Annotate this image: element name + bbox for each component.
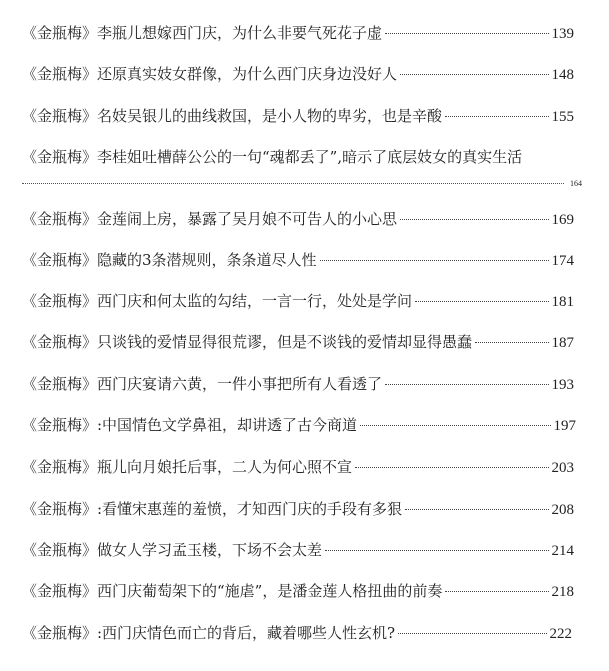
toc-entry[interactable] (22, 539, 574, 561)
toc-entry[interactable] (22, 63, 574, 85)
toc-entry-title: 《金瓶梅》隐藏的3条潜规则，条条道尽人性 (22, 251, 317, 269)
dot-leader (385, 384, 548, 385)
toc-entry-page: 208 (551, 502, 574, 518)
toc-entry-page: 222 (549, 626, 572, 642)
toc-entry-page: 181 (551, 294, 574, 310)
dot-leader (405, 509, 548, 510)
toc-entry[interactable] (22, 580, 574, 602)
dot-leader (325, 550, 548, 551)
toc-entry[interactable] (22, 622, 572, 644)
toc-entry-title: 《金瓶梅》西门庆宴请六黄，一件小事把所有人看透了 (22, 375, 383, 393)
dot-leader (475, 342, 548, 343)
toc-entry[interactable] (22, 331, 574, 353)
dot-leader (445, 591, 548, 592)
toc-entry-page: 197 (553, 418, 576, 434)
toc-entry-title: 《金瓶梅》只谈钱的爱情显得很荒谬，但是不谈钱的爱情却显得愚蠢 (22, 333, 473, 351)
dot-leader (400, 74, 548, 75)
toc-entry-page: 214 (551, 543, 574, 559)
toc-entry-page: 164 (570, 178, 582, 188)
toc-entry-page: 187 (551, 335, 574, 351)
toc-entry-page: 203 (551, 460, 574, 476)
toc-entry[interactable] (22, 290, 574, 312)
toc-entry-page: 155 (551, 109, 574, 125)
toc-entry-title: 《金瓶梅》:中国情色文学鼻祖，却讲透了古今商道 (22, 416, 358, 434)
toc-entry[interactable] (22, 249, 574, 271)
toc-entry-page: 193 (551, 377, 574, 393)
toc-entry[interactable] (22, 208, 574, 230)
dot-leader (398, 633, 546, 634)
toc-entry[interactable] (22, 414, 576, 436)
dot-leader (360, 425, 550, 426)
toc-entry-page: 218 (551, 584, 574, 600)
toc-entry-title: 《金瓶梅》金莲闹上房，暴露了吴月娘不可告人的小心思 (22, 210, 398, 228)
dot-leader (385, 33, 548, 34)
toc-entry-title: 《金瓶梅》做女人学习孟玉楼，下场不会太差 (22, 541, 323, 559)
dot-leader (445, 116, 548, 117)
toc-entry-page: 139 (551, 26, 574, 42)
toc-entry-title: 《金瓶梅》李瓶儿想嫁西门庆，为什么非要气死花子虚 (22, 24, 383, 42)
toc-entry-title: 《金瓶梅》还原真实妓女群像，为什么西门庆身边没好人 (22, 65, 398, 83)
toc-entry-title: 《金瓶梅》李桂姐吐槽薛公公的一句“魂都丢了”,暗示了底层妓女的真实生活 (22, 148, 523, 166)
toc-entry-page: 148 (551, 67, 574, 83)
toc-entry[interactable] (22, 456, 574, 478)
toc-entry-page: 169 (551, 212, 574, 228)
toc-entry-page: 174 (551, 253, 574, 269)
toc-entry[interactable] (22, 146, 597, 168)
toc-entry-title: 《金瓶梅》西门庆和何太监的勾结，一言一行，处处是学问 (22, 292, 413, 310)
toc-entry-title: 《金瓶梅》名妓吴银儿的曲线救国，是小人物的卑劣，也是辛酸 (22, 107, 443, 125)
toc-entry-title: 《金瓶梅》瓶儿向月娘托后事，二人为何心照不宣 (22, 458, 353, 476)
toc-entry[interactable] (22, 373, 574, 395)
dot-leader (415, 301, 548, 302)
dot-leader (320, 260, 549, 261)
toc-entry-title: 《金瓶梅》:看懂宋惠莲的羞愤，才知西门庆的手段有多狠 (22, 500, 403, 518)
toc-entry-title: 《金瓶梅》:西门庆情色而亡的背后，藏着哪些人性玄机? (22, 624, 396, 642)
toc-entry[interactable] (22, 105, 574, 127)
toc-entry[interactable] (22, 498, 574, 520)
dot-leader (22, 183, 564, 184)
toc-entry-title: 《金瓶梅》西门庆葡萄架下的“施虐”，是潘金莲人格扭曲的前奏 (22, 582, 443, 600)
dot-leader (400, 219, 548, 220)
dot-leader (355, 467, 548, 468)
toc-entry[interactable] (22, 22, 574, 44)
toc-entry-continuation (22, 177, 582, 189)
